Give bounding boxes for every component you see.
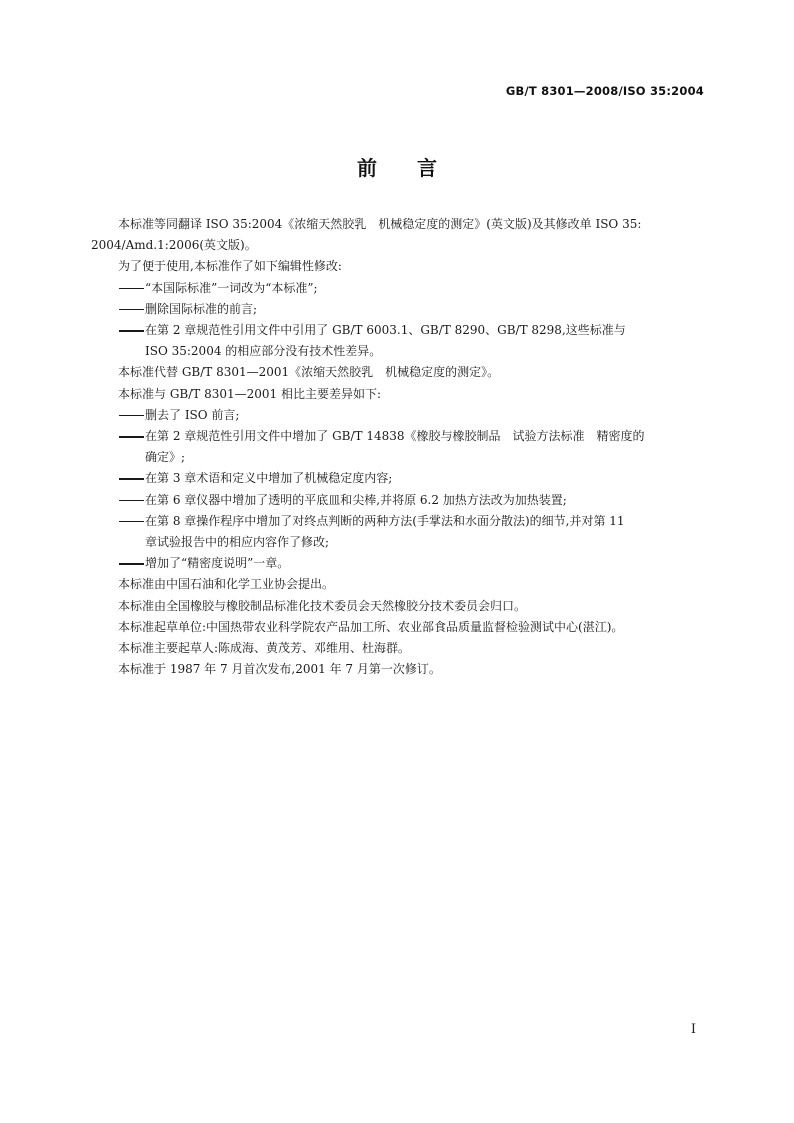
list-item-text: 在第 6 章仪器中增加了透明的平底皿和尖棒,并将原 6.2 加热方法改为加热装置; — [145, 492, 567, 507]
list-item — [118, 405, 706, 426]
list-item-text: 删除国际标准的前言; — [145, 301, 258, 316]
list-item-text: ISO 35:2004 的相应部分没有技术性差异。 — [145, 344, 382, 359]
list-item-text: 增加了“精密度说明”一章。 — [145, 556, 290, 571]
list-item — [118, 468, 706, 489]
list-item — [118, 320, 706, 341]
paragraph-technical-committee: 本标准由全国橡胶与橡胶制品标准化技术委员会天然橡胶分技术委员会归口。 — [118, 598, 527, 613]
list-item — [118, 553, 706, 574]
paragraph-continuation — [91, 235, 706, 256]
paragraph-differences: 本标准与 GB/T 8301—2001 相比主要差异如下: — [118, 386, 382, 401]
paragraph-history: 本标准于 1987 年 7 月首次发布,2001 年 7 月第一次修订。 — [118, 662, 441, 677]
page-title: 前言 — [357, 156, 477, 180]
list-item-text: 章试验报告中的相应内容作了修改; — [145, 535, 330, 550]
list-item — [118, 426, 706, 447]
list-item-continuation — [118, 532, 706, 553]
paragraph-replaces: 本标准代替 GB/T 8301—2001《浓缩天然胶乳 机械稳定度的测定》。 — [118, 365, 500, 380]
page-header-standard-code: GB/T 8301—2008/ISO 35:2004 — [505, 84, 704, 98]
list-item-continuation — [118, 447, 706, 468]
list-item-text: 在第 2 章规范性引用文件中引用了 GB/T 6003.1、GB/T 8290、GB/T 8298,这些标准与 — [145, 323, 626, 338]
list-item-text: 在第 8 章操作程序中增加了对终点判断的两种方法(手掌法和水面分散法)的细节,并对第 11 — [145, 513, 625, 528]
list-item-text: 确定》; — [145, 450, 186, 465]
paragraph-proposer: 本标准由中国石油和化学工业协会提出。 — [118, 577, 335, 592]
foreword-body — [91, 214, 706, 680]
paragraph-text: 本标准等同翻译 ISO 35:2004《浓缩天然胶乳 机械稳定度的测定》(英文版)及其修改单 ISO 35: — [118, 217, 642, 231]
list-item — [118, 490, 706, 511]
paragraph-drafters: 本标准主要起草人:陈成海、黄茂芳、邓维用、杜海群。 — [118, 641, 411, 656]
paragraph-drafting-organizations: 本标准起草单位:中国热带农业科学院农产品加工所、农业部食品质量监督检验测试中心(湛江)。 — [118, 619, 624, 634]
list-item — [118, 278, 706, 299]
list-item — [118, 511, 706, 532]
paragraph-text: 2004/Amd.1:2006(英文版)。 — [91, 238, 257, 253]
paragraph-editorial-changes: 为了便于使用,本标准作了如下编辑性修改: — [118, 259, 342, 274]
list-item-text: 在第 3 章术语和定义中增加了机械稳定度内容; — [145, 471, 393, 486]
paragraph-equivalence — [118, 214, 706, 235]
list-item-text: 删去了 ISO 前言; — [145, 407, 240, 422]
list-item-continuation — [118, 341, 706, 362]
list-item-text: “本国际标准”一词改为“本标准”; — [145, 280, 318, 295]
list-item-text: 在第 2 章规范性引用文件中增加了 GB/T 14838《橡胶与橡胶制品 试验方法标准 精密度的 — [145, 429, 645, 444]
list-item — [118, 299, 706, 320]
page-number: I — [690, 1022, 696, 1037]
